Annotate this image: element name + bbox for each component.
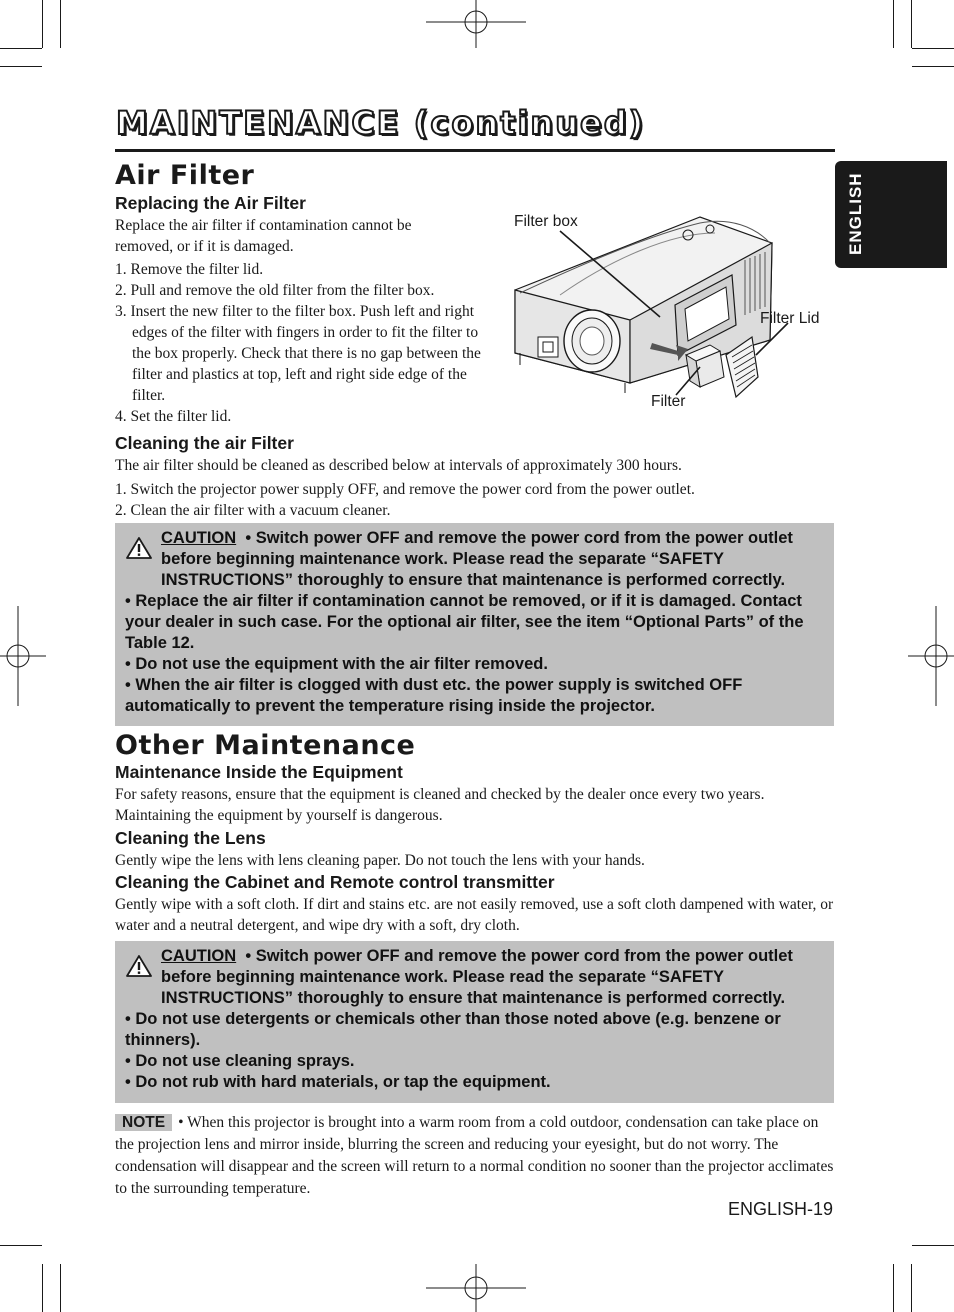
replacing-subheading: Replacing the Air Filter — [115, 193, 306, 213]
caution-item: • When the air filter is clogged with dust etc. the power supply is switched OFF automatically to prevent the temperature rising inside the projector. — [125, 676, 743, 715]
lens-subheading: Cleaning the Lens — [115, 828, 266, 848]
caution-label: CAUTION — [161, 529, 237, 547]
caution-item: • Do not use the equipment with the air filter removed. — [125, 655, 548, 673]
caution-item: • Do not use cleaning sprays. — [125, 1052, 355, 1070]
warning-icon — [126, 536, 152, 560]
replacing-intro: Replace the air filter if contamination cannot be removed, or if it is damaged. — [115, 217, 412, 255]
caution-box-air-filter — [115, 523, 834, 726]
list-item: 2. Clean the air filter with a vacuum cleaner. — [115, 502, 391, 519]
list-item: 3. Insert the new filter to the filter box. Push left and right edges of the filter with fingers in order to fit the filter to the box properly. Check that there is no gap between the filter and plastics at top, left and right side edge of the filter. — [115, 303, 481, 404]
cleaning-subheading: Cleaning the air Filter — [115, 433, 294, 453]
caution-label: CAUTION — [161, 947, 237, 965]
filter-box-label: Filter box — [514, 213, 578, 230]
caution-lead: • Switch power OFF and remove the power cord from the power outlet before beginning maintenance work. Please read the separate “SAFETY INSTRUCTIONS” thoroughly to ensure that maintenance is performed correctly. — [161, 947, 793, 1007]
caution-item: • Do not use detergents or chemicals other than those noted above (e.g. benzene or thinners). — [125, 1010, 781, 1049]
caution-item: • Replace the air filter if contamination cannot be removed, or if it is damaged. Contact your dealer in such case. For the optional air filter, see the item “Optional Parts” of the Table 12. — [125, 592, 804, 652]
note-text: • When this projector is brought into a warm room from a cold outdoor, condensation can take place on the projection lens and mirror inside, blurring the screen and reducing your eyesight, but do not worry. The condensation will disappear and the screen will return to a normal condition no sooner than the projector acclimates to the surrounding temperature. — [115, 1114, 834, 1197]
language-tab — [835, 161, 947, 268]
filter-label: Filter — [651, 393, 686, 410]
list-item: 2. Pull and remove the old filter from the filter box. — [115, 282, 435, 299]
list-item: 1. Remove the filter lid. — [115, 261, 264, 278]
projector-filter-figure — [500, 205, 835, 420]
cleaning-steps — [115, 479, 835, 521]
cleaning-intro: The air filter should be cleaned as described below at intervals of approximately 300 hours. — [115, 457, 682, 474]
title-rule — [115, 149, 835, 152]
note-paragraph — [115, 1112, 835, 1200]
other-maintenance-heading: Other Maintenance — [115, 730, 416, 761]
list-item: 4. Set the filter lid. — [115, 408, 232, 425]
filter-lid-label: Filter Lid — [760, 310, 820, 327]
language-tab-label: ENGLISH — [846, 172, 865, 255]
caution-lead: • Switch power OFF and remove the power cord from the power outlet before beginning maintenance work. Please read the separate “SAFETY INSTRUCTIONS” thoroughly to ensure that maintenance is performed correctly. — [161, 529, 793, 589]
replacing-steps — [115, 259, 487, 427]
inside-subheading: Maintenance Inside the Equipment — [115, 762, 403, 782]
note-label: NOTE — [115, 1114, 172, 1131]
cabinet-subheading: Cleaning the Cabinet and Remote control transmitter — [115, 872, 555, 892]
cabinet-text: Gently wipe with a soft cloth. If dirt and stains etc. are not easily removed, use a soft cloth dampened with water, or water and a neutral detergent, and wipe dry with a soft, dry cloth. — [115, 896, 834, 934]
warning-icon — [126, 954, 152, 978]
inside-text: For safety reasons, ensure that the equipment is cleaned and checked by the dealer once every two years. Maintaining the equipment by yourself is dangerous. — [115, 786, 765, 824]
caution-item: • Do not rub with hard materials, or tap the equipment. — [125, 1073, 551, 1091]
lens-text: Gently wipe the lens with lens cleaning paper. Do not touch the lens with your hands. — [115, 852, 645, 869]
page-title: MAINTENANCE (continued) — [116, 104, 646, 142]
caution-box-other — [115, 941, 834, 1103]
air-filter-heading: Air Filter — [115, 160, 255, 191]
list-item: 1. Switch the projector power supply OFF, and remove the power cord from the power outlet. — [115, 481, 695, 498]
page-number: ENGLISH-19 — [727, 1199, 833, 1219]
